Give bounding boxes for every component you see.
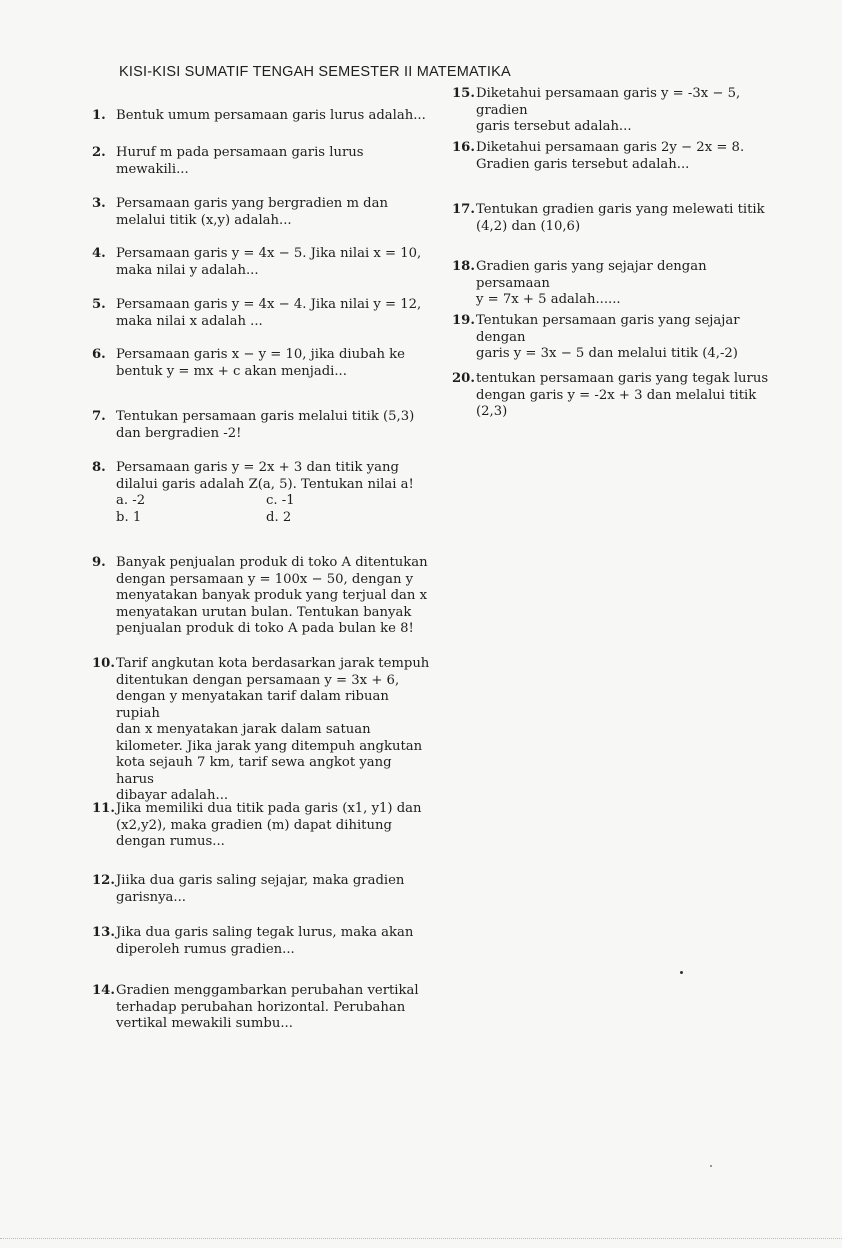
bottom-edge-line	[0, 1238, 842, 1240]
question-text-line: y = 7x + 5 adalah......	[476, 292, 621, 307]
question-number: 3.	[92, 196, 106, 211]
question-text	[476, 202, 782, 235]
question-text-line: dengan persamaan y = 100x − 50, dengan y	[116, 571, 414, 587]
question-text-line: garisnya...	[116, 889, 186, 905]
speck-mark	[680, 971, 683, 974]
question-text	[476, 259, 782, 309]
question-item	[92, 108, 432, 125]
question-number: 11.	[92, 801, 115, 816]
question-text-line: Jika memiliki dua titik pada garis (x1, y1) dan	[116, 801, 422, 816]
question-item	[92, 145, 432, 178]
question-number: 9.	[92, 555, 106, 570]
question-text-line: Persamaan garis y = 4x − 5. Jika nilai x = 10,	[116, 246, 422, 261]
question-number: 6.	[92, 347, 106, 362]
document-title: KISI-KISI SUMATIF TENGAH SEMESTER II MATEMATIKA	[119, 64, 511, 80]
question-text-line: dengan y menyatakan tarif dalam ribuan rupiah	[116, 689, 389, 721]
question-item	[92, 983, 432, 1033]
question-text-line: (4,2) dan (10,6)	[476, 218, 581, 234]
question-text-line: Tarif angkutan kota berdasarkan jarak tempuh	[116, 656, 430, 671]
question-text	[476, 371, 782, 421]
question-item	[452, 202, 782, 235]
question-item	[92, 196, 432, 229]
question-text-line: Tentukan gradien garis yang melewati titik	[476, 202, 765, 217]
question-number: 4.	[92, 246, 106, 261]
question-text	[116, 873, 432, 906]
question-text-line: ditentukan dengan persamaan y = 3x + 6,	[116, 672, 400, 688]
question-text-line: diperoleh rumus gradien...	[116, 941, 295, 957]
question-item	[92, 409, 432, 442]
answer-option: d. 2	[266, 509, 292, 525]
question-number: 1.	[92, 108, 106, 123]
question-text-line: Tentukan persamaan garis yang sejajar dengan	[476, 313, 740, 345]
question-number: 12.	[92, 873, 115, 888]
question-text-line: Jiika dua garis saling sejajar, maka gradien	[116, 873, 405, 888]
question-text-line: kilometer. Jika jarak yang ditempuh angkutan	[116, 738, 423, 754]
question-text	[116, 246, 432, 279]
question-item	[92, 297, 432, 330]
question-text	[116, 656, 432, 805]
question-text-line: Gradien garis tersebut adalah...	[476, 156, 690, 172]
question-text-line: Diketahui persamaan garis 2y − 2x = 8.	[476, 140, 745, 155]
question-number: 14.	[92, 983, 115, 998]
question-text	[116, 925, 432, 958]
question-item	[92, 555, 432, 638]
question-text-line: garis tersebut adalah...	[476, 119, 632, 134]
question-text	[116, 801, 432, 851]
question-number: 10.	[92, 656, 115, 671]
question-item	[452, 371, 782, 421]
question-item	[452, 313, 782, 363]
question-item	[92, 925, 432, 958]
question-text-line: menyatakan banyak produk yang terjual dan x	[116, 588, 428, 603]
question-item	[92, 347, 432, 380]
question-text-line: Banyak penjualan produk di toko A ditentukan	[116, 555, 428, 570]
question-text-line: tentukan persamaan garis yang tegak lurus	[476, 371, 769, 386]
question-text	[476, 140, 782, 173]
question-text-line: bentuk y = mx + c akan menjadi...	[116, 363, 347, 379]
question-text-line: maka nilai x adalah ...	[116, 313, 263, 329]
question-text	[116, 108, 432, 125]
question-text-line: Jika dua garis saling tegak lurus, maka akan	[116, 925, 414, 940]
question-text	[116, 555, 432, 638]
question-text-line: Huruf m pada persamaan garis lurus	[116, 145, 364, 160]
question-text	[476, 86, 782, 136]
question-text-line: mewakili...	[116, 161, 189, 177]
question-text	[116, 145, 432, 178]
question-text-line: dan x menyatakan jarak dalam satuan	[116, 722, 371, 737]
question-text-line: dengan garis y = -2x + 3 dan melalui titik (2,3)	[476, 387, 757, 419]
question-text-line: Persamaan garis yang bergradien m dan	[116, 196, 388, 211]
question-item	[92, 460, 432, 526]
question-number: 16.	[452, 140, 475, 155]
question-text-line: terhadap perubahan horizontal. Perubahan	[116, 999, 406, 1015]
question-text-line: Gradien garis yang sejajar dengan persamaan	[476, 259, 707, 291]
question-text	[476, 313, 782, 363]
question-text	[116, 460, 432, 493]
question-item	[92, 801, 432, 851]
question-number: 18.	[452, 259, 475, 274]
question-text-line: Persamaan garis x − y = 10, jika diubah ke	[116, 347, 405, 362]
question-text	[116, 297, 432, 330]
question-text-line: Persamaan garis y = 4x − 4. Jika nilai y = 12,	[116, 297, 422, 312]
answer-option: b. 1	[116, 509, 142, 525]
question-text	[116, 983, 432, 1033]
question-text-line: dengan rumus...	[116, 834, 225, 849]
question-text	[116, 347, 432, 380]
question-text-line: penjualan produk di toko A pada bulan ke 8!	[116, 621, 414, 636]
question-text-line: maka nilai y adalah...	[116, 262, 259, 278]
speck-mark	[710, 1165, 712, 1167]
question-text-line: Tentukan persamaan garis melalui titik (5,3)	[116, 409, 415, 424]
question-item	[92, 873, 432, 906]
question-text	[116, 196, 432, 229]
question-text-line: garis y = 3x − 5 dan melalui titik (4,-2)	[476, 346, 738, 361]
question-number: 20.	[452, 371, 475, 386]
question-text-line: Persamaan garis y = 2x + 3 dan titik yang	[116, 460, 399, 475]
question-number: 8.	[92, 460, 106, 475]
question-number: 13.	[92, 925, 115, 940]
question-number: 2.	[92, 145, 106, 160]
question-text-line: (x2,y2), maka gradien (m) dapat dihitung	[116, 817, 392, 833]
question-text-line: melalui titik (x,y) adalah...	[116, 212, 292, 228]
question-item	[92, 246, 432, 279]
question-number: 5.	[92, 297, 106, 312]
question-text-line: dilalui garis adalah Z(a, 5). Tentukan nilai a!	[116, 476, 414, 492]
question-item	[452, 140, 782, 173]
question-number: 7.	[92, 409, 106, 424]
answer-option: c. -1	[266, 493, 295, 508]
question-text-line: Gradien menggambarkan perubahan vertikal	[116, 983, 419, 998]
question-item	[92, 656, 432, 805]
question-number: 19.	[452, 313, 475, 328]
answer-option: a. -2	[116, 493, 146, 508]
question-text-line: dan bergradien -2!	[116, 425, 242, 441]
question-item	[452, 86, 782, 136]
question-text	[116, 409, 432, 442]
question-text-line: Bentuk umum persamaan garis lurus adalah...	[116, 108, 426, 123]
question-text-line: dibayar adalah...	[116, 788, 229, 803]
question-text-line: kota sejauh 7 km, tarif sewa angkot yang harus	[116, 755, 392, 787]
question-number: 17.	[452, 202, 475, 217]
answer-options	[116, 493, 432, 526]
question-number: 15.	[452, 86, 475, 101]
question-text-line: vertikal mewakili sumbu...	[116, 1016, 293, 1031]
question-text-line: menyatakan urutan bulan. Tentukan banyak	[116, 604, 412, 620]
question-item	[452, 259, 782, 309]
question-text-line: Diketahui persamaan garis y = -3x − 5, gradien	[476, 86, 741, 118]
